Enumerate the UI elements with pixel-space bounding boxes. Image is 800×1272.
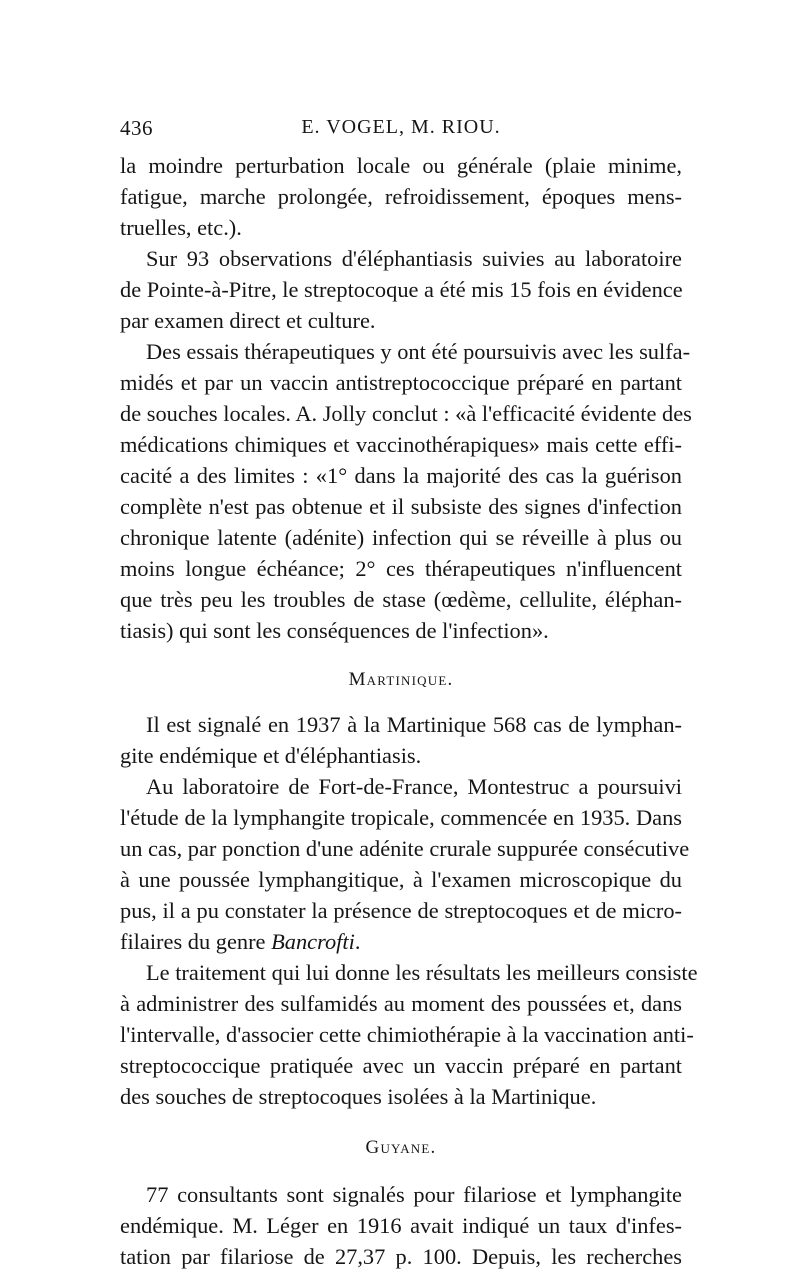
text-line: médications chimiques et vaccinothérapiques» mais cette effi- — [120, 432, 682, 457]
text-line: streptococcique pratiquée avec un vaccin préparé en partant — [120, 1053, 682, 1078]
text-line: gite endémique et d'éléphantiasis. — [120, 743, 422, 768]
text-line: Sur 93 observations d'éléphantiasis suivies au laboratoire — [146, 246, 682, 271]
page-header — [120, 116, 682, 150]
text-line: l'intervalle, d'associer cette chimiothérapie à la vaccination anti- — [120, 1022, 694, 1047]
text-line: complète n'est pas obtenue et il subsiste des signes d'infection — [120, 494, 682, 519]
text-line: fatigue, marche prolongée, refroidissement, époques mens- — [120, 184, 682, 209]
text-line: pus, il a pu constater la présence de streptocoques et de micro- — [120, 898, 682, 923]
text-line: Le traitement qui lui donne les résultats les meilleurs consiste — [146, 960, 698, 985]
section-title-guyane: Guyane. — [365, 1137, 437, 1158]
text-line: truelles, etc.). — [120, 215, 242, 240]
text-line: à administrer des sulfamidés au moment des poussées et, dans — [120, 991, 682, 1016]
text-line: tiasis) qui sont les conséquences de l'infection». — [120, 618, 549, 643]
text-line: un cas, par ponction d'une adénite crurale suppurée consécutive — [120, 836, 690, 861]
text-line: tation par filariose de 27,37 p. 100. Depuis, les recherches — [120, 1244, 682, 1269]
text-line: chronique latente (adénite) infection qui se réveille à plus ou — [120, 525, 682, 550]
running-head: E. VOGEL, M. RIOU. — [301, 116, 501, 138]
section-title-martinique: Martinique. — [348, 669, 454, 690]
text-line: l'étude de la lymphangite tropicale, commencée en 1935. Dans — [120, 805, 682, 830]
text-fragment: . — [354, 929, 361, 954]
text-line: moins longue échéance; 2° ces thérapeutiques n'influencent — [120, 556, 682, 581]
species-name: Bancrofti — [271, 929, 355, 954]
text-line-filaires — [120, 926, 682, 957]
text-line: de souches locales. A. Jolly conclut : «à l'efficacité évidente des — [120, 401, 692, 426]
text-line: Il est signalé en 1937 à la Martinique 568 cas de lymphan- — [146, 712, 682, 737]
text-fragment: filaires du genre — [120, 929, 272, 954]
text-line: que très peu les troubles de stase (œdème, cellulite, éléphan- — [120, 587, 682, 612]
text-line: endémique. M. Léger en 1916 avait indiqué un taux d'infes- — [120, 1213, 682, 1238]
text-line: Des essais thérapeutiques y ont été poursuivis avec les sulfa- — [146, 339, 691, 364]
text-line: midés et par un vaccin antistreptococcique préparé en partant — [120, 370, 682, 395]
text-line: 77 consultants sont signalés pour filariose et lymphangite — [146, 1182, 682, 1207]
text-line: cacité a des limites : «1° dans la majorité des cas la guérison — [120, 463, 682, 488]
body-text — [120, 150, 698, 1272]
text-line: Au laboratoire de Fort-de-France, Montestruc a poursuivi — [146, 774, 682, 799]
text-line: par examen direct et culture. — [120, 308, 376, 333]
text-line: la moindre perturbation locale ou générale (plaie minime, — [120, 153, 682, 178]
text-line: de Pointe-à-Pitre, le streptocoque a été mis 15 fois en évidence — [120, 277, 683, 302]
text-line: à une poussée lymphangitique, à l'examen microscopique du — [120, 867, 682, 892]
text-line: des souches de streptocoques isolées à la Martinique. — [120, 1084, 597, 1109]
page-number: 436 — [120, 116, 153, 140]
